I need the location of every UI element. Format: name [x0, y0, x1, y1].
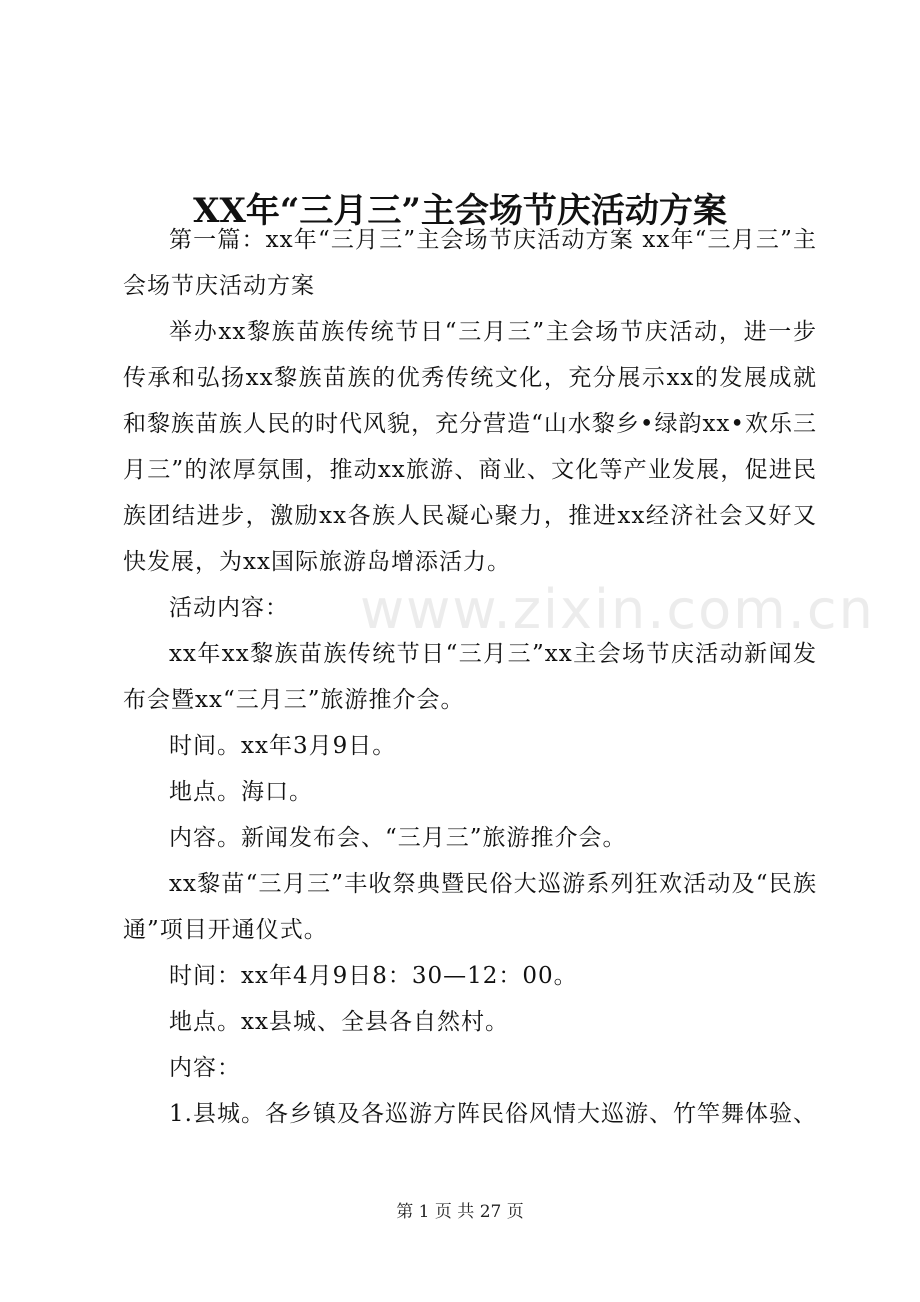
paragraph-harvest-ceremony: xx黎苗“三月三”丰收祭典暨民俗大巡游系列狂欢活动及“民族通”项目开通仪式。 [123, 871, 817, 943]
paragraph-time-1: 时间。xx年3月9日。 [169, 733, 397, 759]
paragraph-content-heading-2: 内容： [169, 1055, 241, 1081]
document-body [123, 217, 817, 1137]
paragraph-time-2: 时间：xx年4月9日8：30—12：00。 [169, 963, 578, 989]
paragraph-location-1: 地点。海口。 [169, 779, 313, 805]
document-title: XX年“三月三”主会场节庆活动方案 [193, 190, 727, 231]
paragraph-press-conference: xx年xx黎族苗族传统节日“三月三”xx主会场节庆活动新闻发布会暨xx“三月三”旅游推介会。 [123, 641, 817, 713]
page-footer: 第 1 页 共 27 页 [396, 1202, 524, 1222]
paragraph-list-item-1: 1.县城。各乡镇及各巡游方阵民俗风情大巡游、竹竿舞体验、 [169, 1101, 817, 1127]
paragraph-content-1: 内容。新闻发布会、“三月三”旅游推介会。 [169, 825, 627, 851]
watermark: www.zixin.com.cn [360, 578, 875, 641]
paragraph-intro-heading: 第一篇：xx年“三月三”主会场节庆活动方案 xx年“三月三”主会场节庆活动方案 [123, 227, 817, 299]
paragraph-location-2: 地点。xx县城、全县各自然村。 [169, 1009, 509, 1035]
paragraph-activity-heading: 活动内容： [169, 595, 289, 621]
paragraph-purpose: 举办xx黎族苗族传统节日“三月三”主会场节庆活动，进一步传承和弘扬xx黎族苗族的优秀传统文化，充分展示xx的发展成就和黎族苗族人民的时代风貌，充分营造“山水黎乡•绿韵xx•欢乐三月三”的浓厚氛围，推动xx旅游、商业、文化等产业发展，促进民族团结进步，激励xx各族人民凝心聚力，推进xx经济社会又好又快发展，为xx国际旅游岛增添活力。 [123, 319, 817, 575]
